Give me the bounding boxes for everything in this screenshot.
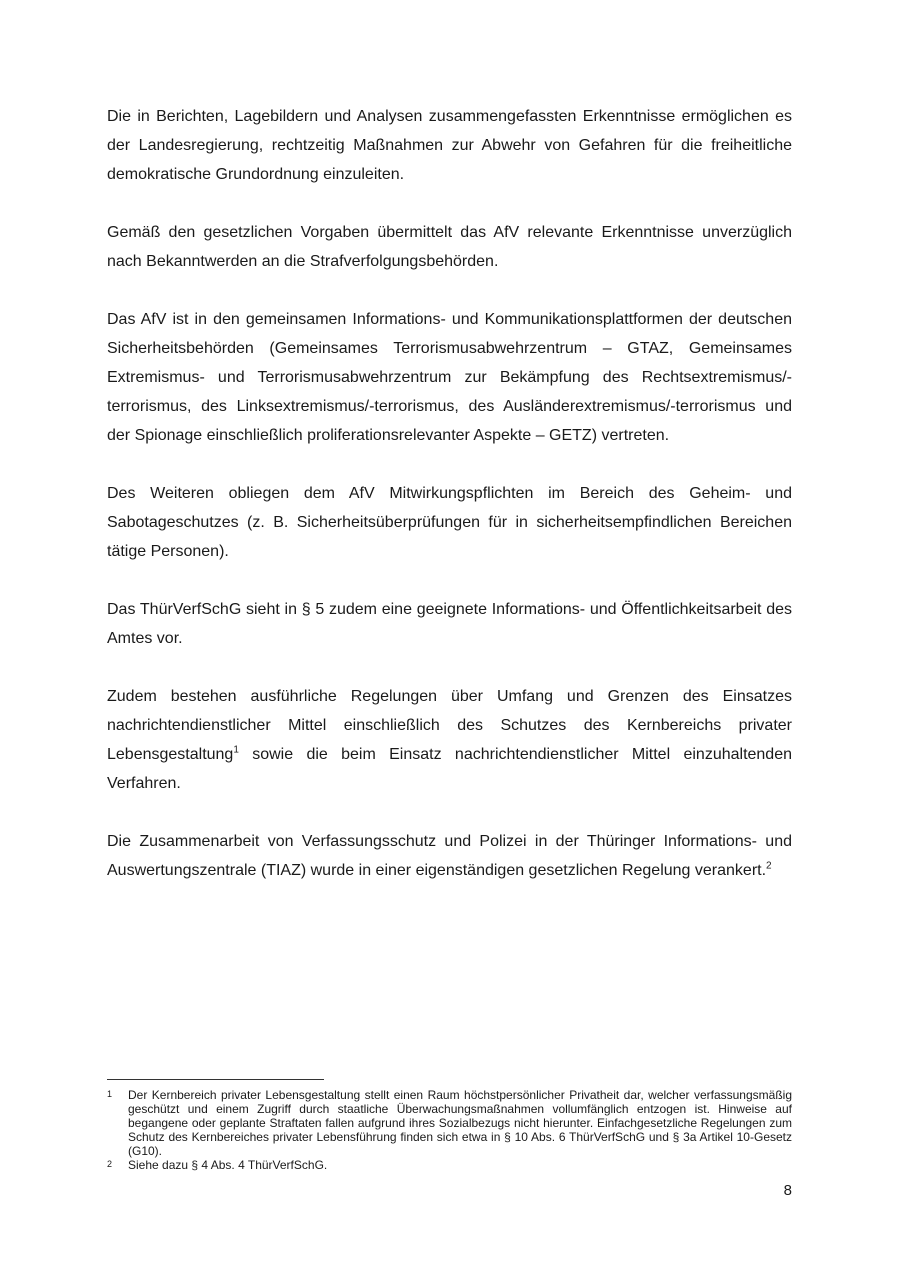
footnote bbox=[107, 1158, 792, 1172]
paragraph-text: Die Zusammenarbeit von Verfassungsschutz und Polizei in der Thüringer Informations- und Auswertungszentrale (TIAZ) wurde in einer eigenständigen gesetzlichen Regelung verankert. bbox=[107, 833, 792, 879]
paragraph: Gemäß den gesetzlichen Vorgaben übermittelt das AfV relevante Erkenntnisse unverzüglich nach Bekanntwerden an die Strafverfolgungsbehörden. bbox=[107, 224, 792, 270]
footnote-reference[interactable]: 1 bbox=[233, 744, 239, 756]
footnote-text: Siehe dazu § 4 Abs. 4 ThürVerfSchG. bbox=[128, 1158, 328, 1172]
footnote-number: 1 bbox=[107, 1089, 113, 1099]
footnote-number: 2 bbox=[107, 1159, 113, 1169]
footnote-separator bbox=[107, 1079, 324, 1080]
body-text bbox=[107, 102, 792, 914]
footnotes bbox=[107, 1088, 792, 1172]
footnote-reference[interactable]: 2 bbox=[766, 860, 772, 872]
paragraph-text: sowie die beim Einsatz nachrichtendienstlicher Mittel einzuhaltenden Verfahren. bbox=[107, 746, 792, 792]
footnote bbox=[107, 1088, 792, 1158]
paragraph bbox=[107, 682, 792, 798]
page-number: 8 bbox=[783, 1182, 792, 1199]
paragraph: Die in Berichten, Lagebildern und Analysen zusammengefassten Erkenntnisse ermöglichen es der Landesregierung, rechtzeitig Maßnahmen zur Abwehr von Gefahren für die freiheitliche demokratische Grundordnung einzuleiten. bbox=[107, 108, 792, 183]
paragraph: Das ThürVerfSchG sieht in § 5 zudem eine geeignete Informations- und Öffentlichkeitsarbeit des Amtes vor. bbox=[107, 601, 792, 647]
paragraph: Das AfV ist in den gemeinsamen Informations- und Kommunikationsplattformen der deutschen Sicherheitsbehörden (Gemeinsames Terrorismusabwehrzentrum – GTAZ, Gemeinsames Extremismus- und Terrorismusabwehrzentrum zur Bekämpfung des Rechtsextremismus/-terrorismus, des Linksextremismus/-terrorismus, des Ausländerextremismus/-terrorismus und der Spionage einschließlich proliferationsrelevanter Aspekte – GETZ) vertreten. bbox=[107, 311, 792, 444]
paragraph bbox=[107, 827, 792, 885]
footnote-text: Der Kernbereich privater Lebensgestaltung stellt einen Raum höchstpersönlicher Privatheit dar, welcher verfassungsmäßig geschützt und einem Zugriff durch staatliche Überwachungsmaßnahmen vollumfänglich entzogen ist. Hinweise auf begangene oder geplante Straftaten fallen aufgrund ihres Sozialbezugs nicht hierunter. Einfachgesetzliche Regelungen zum Schutz des Kernbereiches privater Lebensführung finden sich etwa in § 10 Abs. 6 ThürVerfSchG und § 3a Artikel 10-Gesetz (G10). bbox=[128, 1088, 792, 1158]
paragraph: Des Weiteren obliegen dem AfV Mitwirkungspflichten im Bereich des Geheim- und Sabotageschutzes (z. B. Sicherheitsüberprüfungen für in sicherheitsempfindlichen Bereichen tätige Personen). bbox=[107, 485, 792, 560]
paragraph-text: Zudem bestehen ausführliche Regelungen über Umfang und Grenzen des Einsatzes nachrichtendienstlicher Mittel einschließlich des Schutzes des Kernbereichs privater Lebensgestaltung bbox=[107, 688, 792, 763]
